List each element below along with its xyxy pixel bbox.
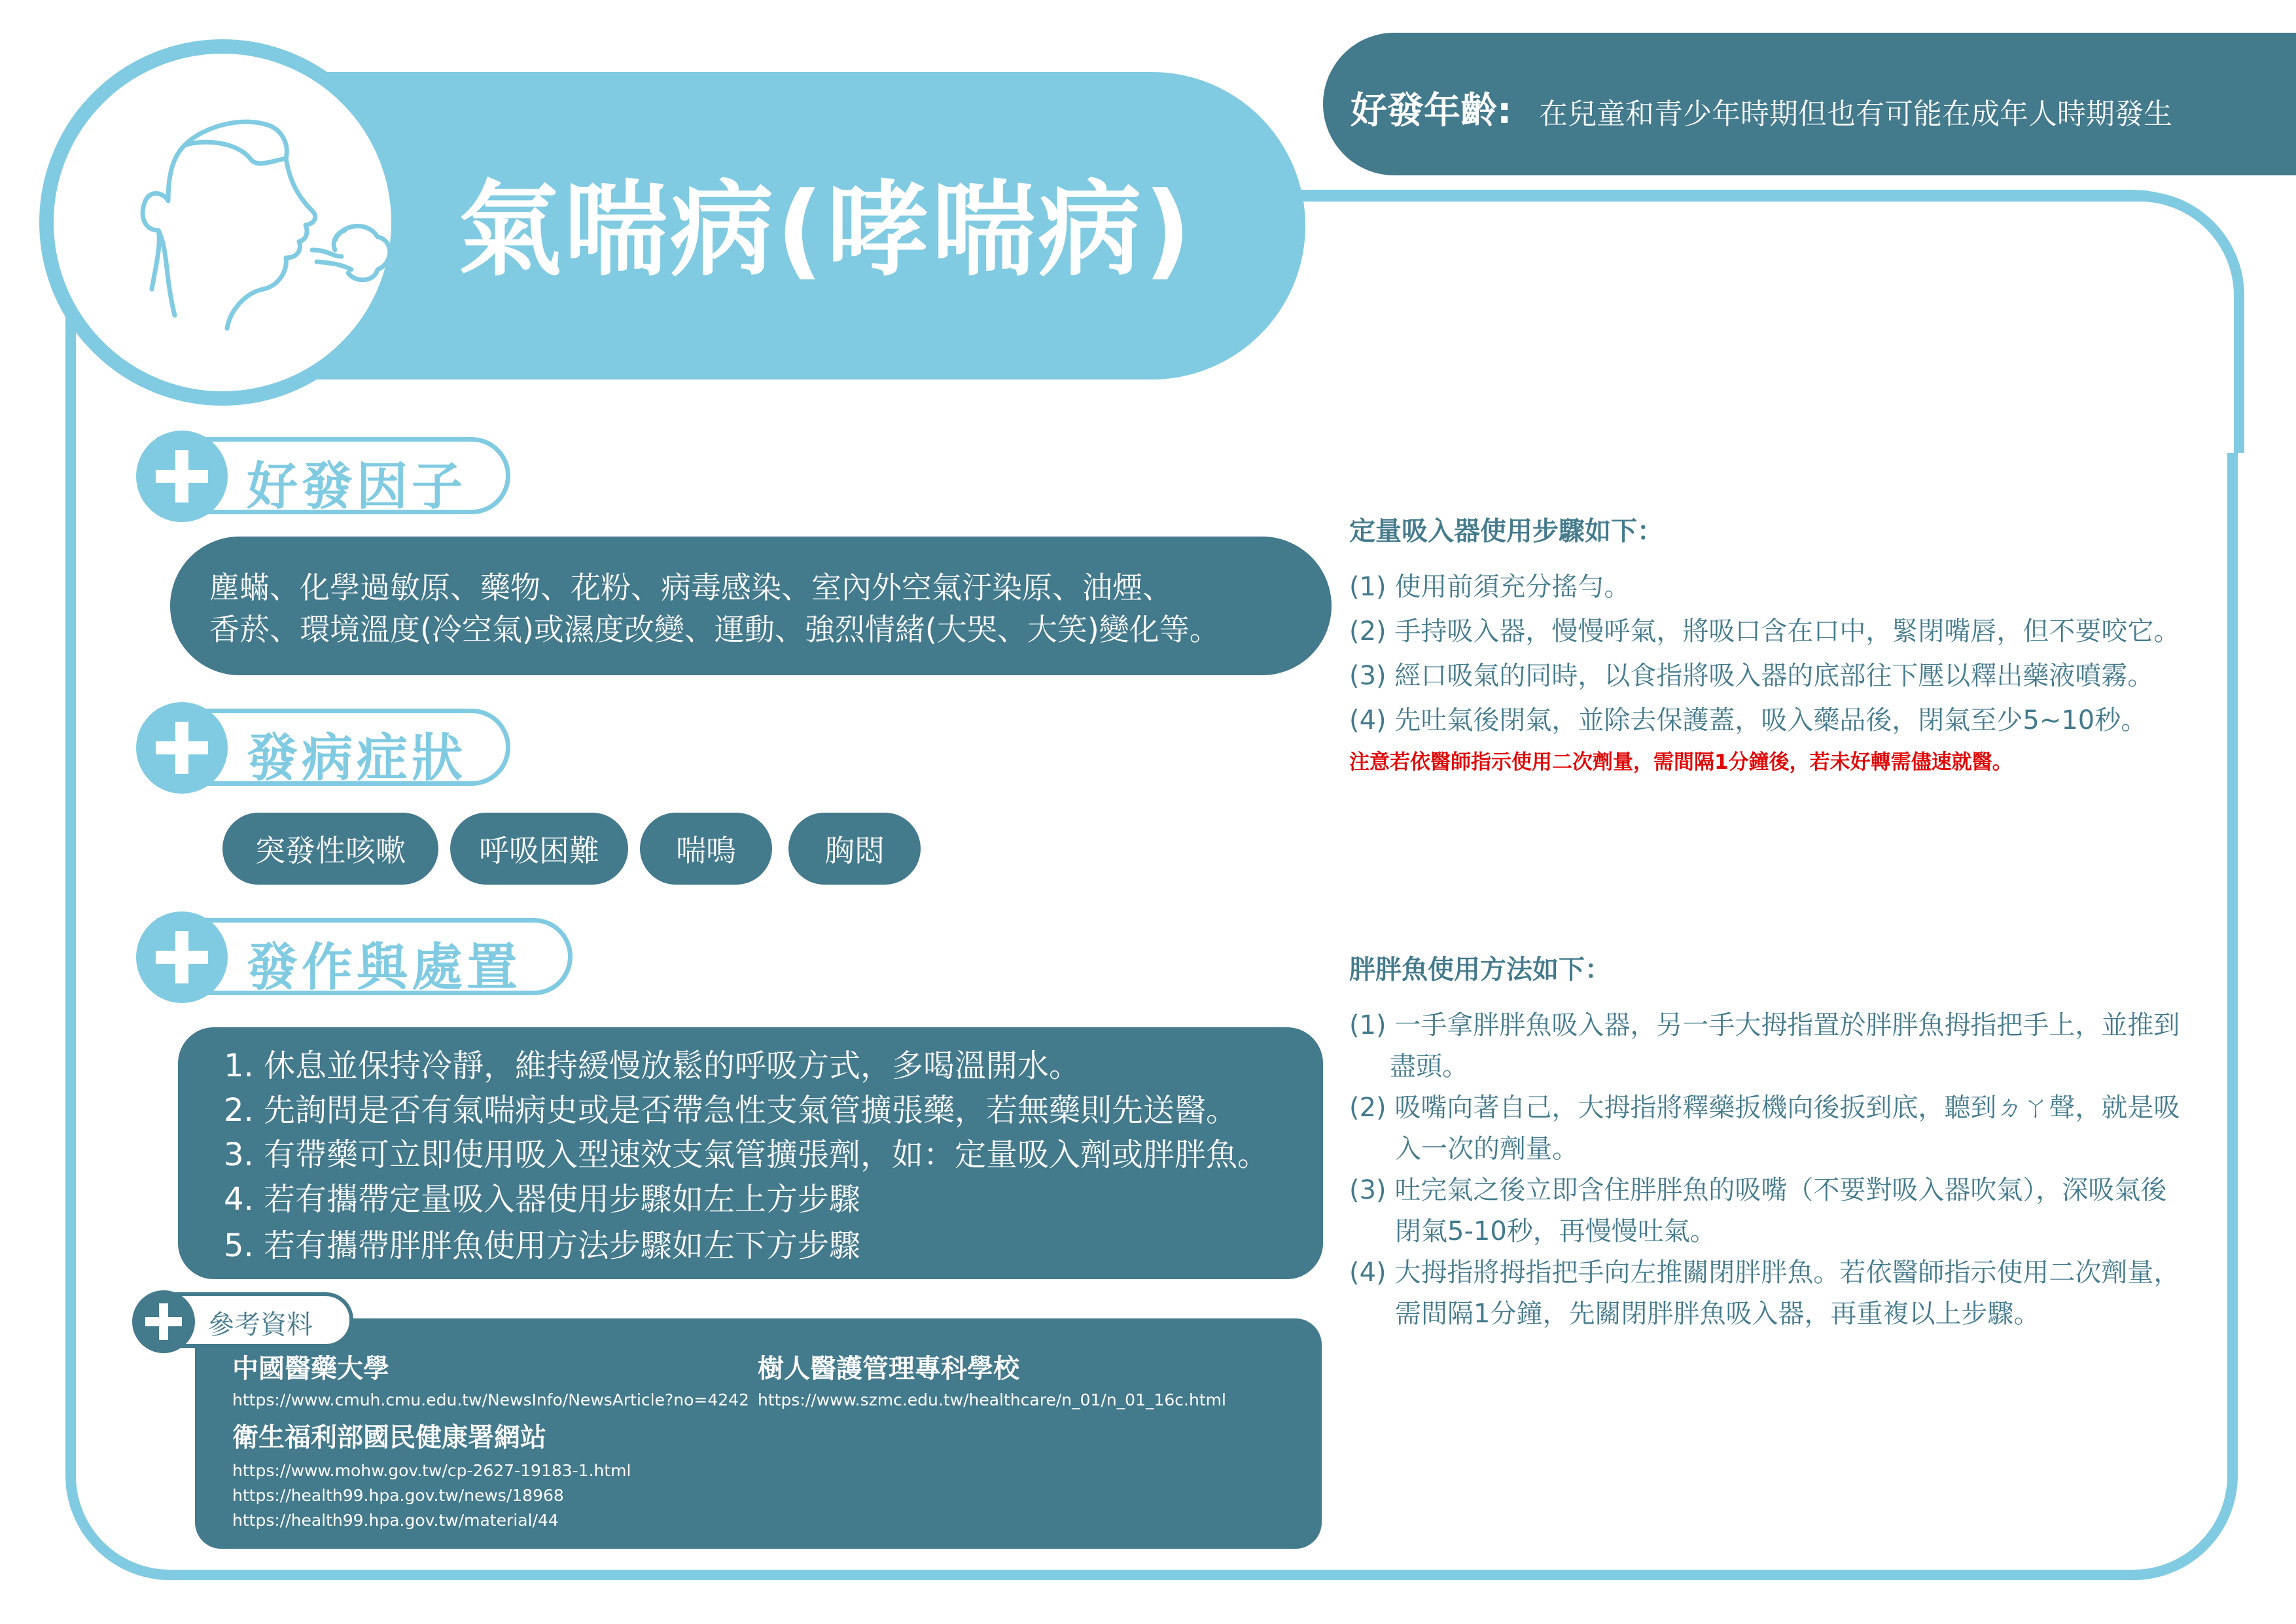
reference-url[interactable]: https://www.cmuh.cmu.edu.tw/NewsInfo/NewsArticle?no=4242 xyxy=(232,1390,749,1409)
inhaler-heading: 定量吸入器使用步驟如下： xyxy=(1349,516,1663,546)
fish-step-line: (4) 大拇指將拇指把手向左推關閉胖胖魚。若依醫師指示使用二次劑量， xyxy=(1349,1258,2180,1288)
treatment-item: 4. 若有攜帶定量吸入器使用步驟如左上方步驟 xyxy=(224,1181,861,1218)
fish-step-line: (2) 吸嘴向著自己，大拇指將釋藥扳機向後扳到底，聽到ㄉㄚ聲，就是吸 xyxy=(1349,1093,2180,1123)
fish-step-line: 需間隔1分鐘，先關閉胖胖魚吸入器，再重複以上步驟。 xyxy=(1395,1299,2040,1329)
fish-inhaler-steps xyxy=(1349,949,2233,1328)
age-banner xyxy=(1323,33,2296,175)
plus-icon xyxy=(136,911,228,1003)
icon-circle xyxy=(39,39,406,406)
inhaler-step: (2) 手持吸入器，慢慢呼氣，將吸口含在口中，緊閉嘴唇，但不要咬它。 xyxy=(1349,616,2180,646)
inhaler-step: (3) 經口吸氣的同時，以食指將吸入器的底部往下壓以釋出藥液噴霧。 xyxy=(1349,661,2154,691)
reference-url[interactable]: https://www.mohw.gov.tw/cp-2627-19183-1.html xyxy=(232,1461,631,1480)
plus-icon xyxy=(136,431,228,522)
age-label: 好發年齡: xyxy=(1351,90,1512,132)
fish-step-line: 盡頭。 xyxy=(1390,1051,1468,1082)
section-title: 發病症狀 xyxy=(247,729,467,788)
inhaler-warning: 注意若依醫師指示使用二次劑量，需間隔1分鐘後，若未好轉需儘速就醫。 xyxy=(1349,750,2013,774)
factor-line: 香菸、環境溫度(冷空氣)或濕度改變、運動、強烈情緒(大哭、大笑)變化等。 xyxy=(209,612,1220,647)
treatment-item: 3. 有帶藥可立即使用吸入型速效支氣管擴張劑，如：定量吸入劑或胖胖魚。 xyxy=(224,1137,1269,1173)
references-label: 參考資料 xyxy=(208,1310,313,1340)
symptom-pill: 胸悶 xyxy=(788,813,921,885)
inhaler-step: (4) 先吐氣後閉氣，並除去保護蓋，吸入藥品後，閉氣至少5~10秒。 xyxy=(1349,705,2147,735)
factors-box xyxy=(170,537,1332,675)
fish-step-line: (1) 一手拿胖胖魚吸入器，另一手大拇指置於胖胖魚拇指把手上，並推到 xyxy=(1349,1010,2180,1040)
fish-heading: 胖胖魚使用方法如下： xyxy=(1349,955,1611,985)
fish-step-line: 閉氣5-10秒，再慢慢吐氣。 xyxy=(1395,1216,1716,1246)
age-text: 在兒童和青少年時期但也有可能在成年人時期發生 xyxy=(1539,97,2172,131)
coughing-face-icon xyxy=(54,54,391,391)
factor-line: 塵蟎、化學過敏原、藥物、花粉、病毒感染、室內外空氣汙染原、油煙、 xyxy=(209,570,1173,605)
reference-url[interactable]: https://www.szmc.edu.tw/healthcare/n_01/n_01_16c.html xyxy=(758,1390,1226,1409)
reference-url[interactable]: https://health99.hpa.gov.tw/material/44 xyxy=(232,1511,559,1530)
treatment-item: 5. 若有攜帶胖胖魚使用方法步驟如左下方步驟 xyxy=(224,1227,861,1264)
plus-icon xyxy=(136,702,228,794)
fish-step-line: (3) 吐完氣之後立即含住胖胖魚的吸嘴（不要對吸入器吹氣），深吸氣後 xyxy=(1349,1175,2167,1205)
references-box xyxy=(195,1318,1322,1549)
symptom-pill: 呼吸困難 xyxy=(450,813,628,885)
inhaler-steps xyxy=(1349,510,2233,798)
reference-source-name: 樹人醫護管理專科學校 xyxy=(758,1354,1019,1384)
reference-url[interactable]: https://health99.hpa.gov.tw/news/18968 xyxy=(232,1486,564,1505)
outer-frame-top-right xyxy=(1282,191,2244,453)
symptom-pill: 突發性咳嗽 xyxy=(222,813,438,885)
page-title: 氣喘病(哮喘病) xyxy=(458,170,1194,291)
treatment-item: 1. 休息並保持冷靜，維持緩慢放鬆的呼吸方式，多喝溫開水。 xyxy=(224,1048,1081,1084)
section-title: 好發因子 xyxy=(247,457,467,516)
reference-source-name: 衛生福利部國民健康署網站 xyxy=(232,1422,546,1453)
section-title: 發作與處置 xyxy=(247,938,522,997)
plus-icon xyxy=(132,1290,195,1353)
treatment-box xyxy=(178,1027,1323,1279)
reference-source-name: 中國醫藥大學 xyxy=(232,1354,389,1384)
treatment-item: 2. 先詢問是否有氣喘病史或是否帶急性支氣管擴張藥，若無藥則先送醫。 xyxy=(224,1092,1238,1129)
symptom-pill: 喘鳴 xyxy=(640,813,772,885)
fish-step-line: 入一次的劑量。 xyxy=(1395,1134,1578,1164)
inhaler-step: (1) 使用前須充分搖勻。 xyxy=(1349,572,1631,602)
